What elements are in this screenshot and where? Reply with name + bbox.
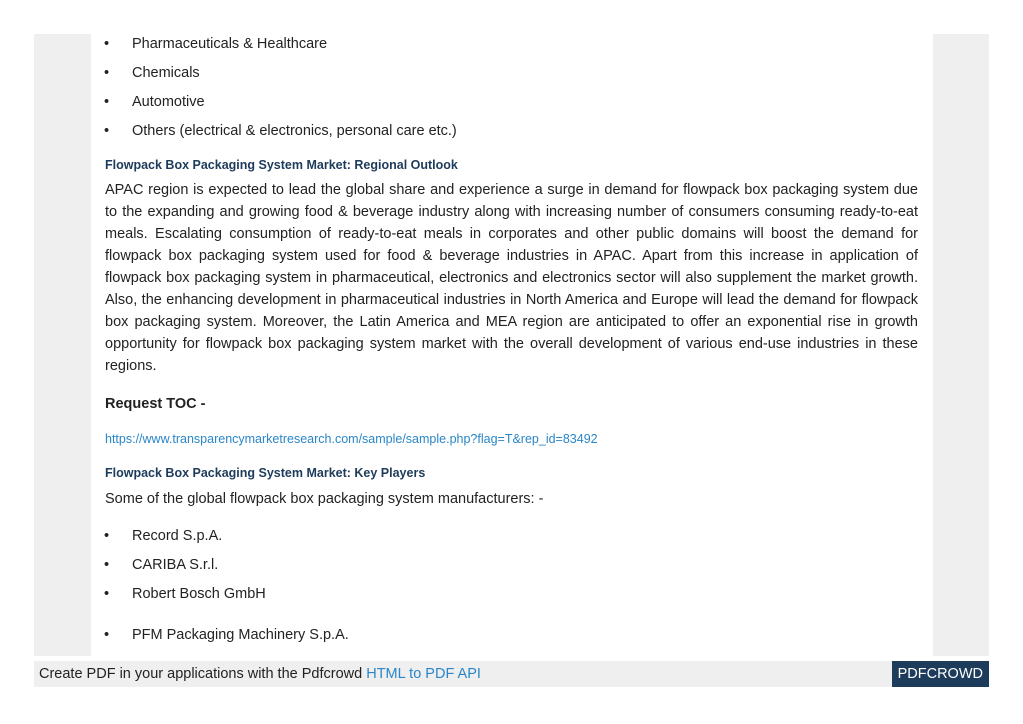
list-item: • CARIBA S.r.l. — [105, 555, 218, 575]
list-item: • Automotive — [105, 92, 205, 112]
left-margin — [34, 34, 91, 656]
footer-text: Create PDF in your applications with the Pdfcrowd — [39, 666, 363, 682]
regional-outlook-paragraph: APAC region is expected to lead the global share and experience a surge in demand for flowpack box packaging system due to the expanding and growing food & beverage industry along with increasing number of consumers consuming ready-to-eat meals. Escalating consumption of ready-to-eat meals in corporates and other public domains will boost the demand for flowpack box packaging system used for food & beverage industries in APAC. Apart from this increase in application of flowpack box packaging system in pharmaceutical, electronics and electronics sector will also supplement the market growth. Also, the enhancing development in pharmaceutical industries in North America and Europe will lead the demand for flowpack box packaging system. Moreover, the Latin America and MEA region are anticipated to offer an exponential rise in growth opportunity for flowpack box packaging system market with the overall development of various end-use industries in these regions. — [105, 182, 918, 374]
regional-outlook-heading: Flowpack Box Packaging System Market: Regional Outlook — [105, 158, 458, 172]
html-to-pdf-api-link[interactable]: HTML to PDF API — [366, 666, 481, 682]
list-item: • Record S.p.A. — [105, 526, 222, 546]
key-players-heading: Flowpack Box Packaging System Market: Key Players — [105, 466, 426, 480]
pdfcrowd-brand-button[interactable]: PDFCROWD — [892, 661, 989, 687]
list-item: • Chemicals — [105, 63, 200, 83]
pdfcrowd-footer — [34, 661, 989, 687]
request-toc-label: Request TOC - — [105, 396, 206, 412]
list-item: • Robert Bosch GmbH — [105, 584, 266, 604]
request-toc-link[interactable]: https://www.transparencymarketresearch.com/sample/sample.php?flag=T&rep_id=83492 — [105, 432, 598, 446]
right-margin — [933, 34, 989, 656]
footer-message — [39, 665, 481, 683]
list-item: • PFM Packaging Machinery S.p.A. — [105, 625, 349, 645]
list-item: • Others (electrical & electronics, personal care etc.) — [105, 121, 457, 141]
list-item: • Pharmaceuticals & Healthcare — [105, 34, 327, 54]
key-players-intro: Some of the global flowpack box packaging system manufacturers: - — [105, 491, 544, 507]
